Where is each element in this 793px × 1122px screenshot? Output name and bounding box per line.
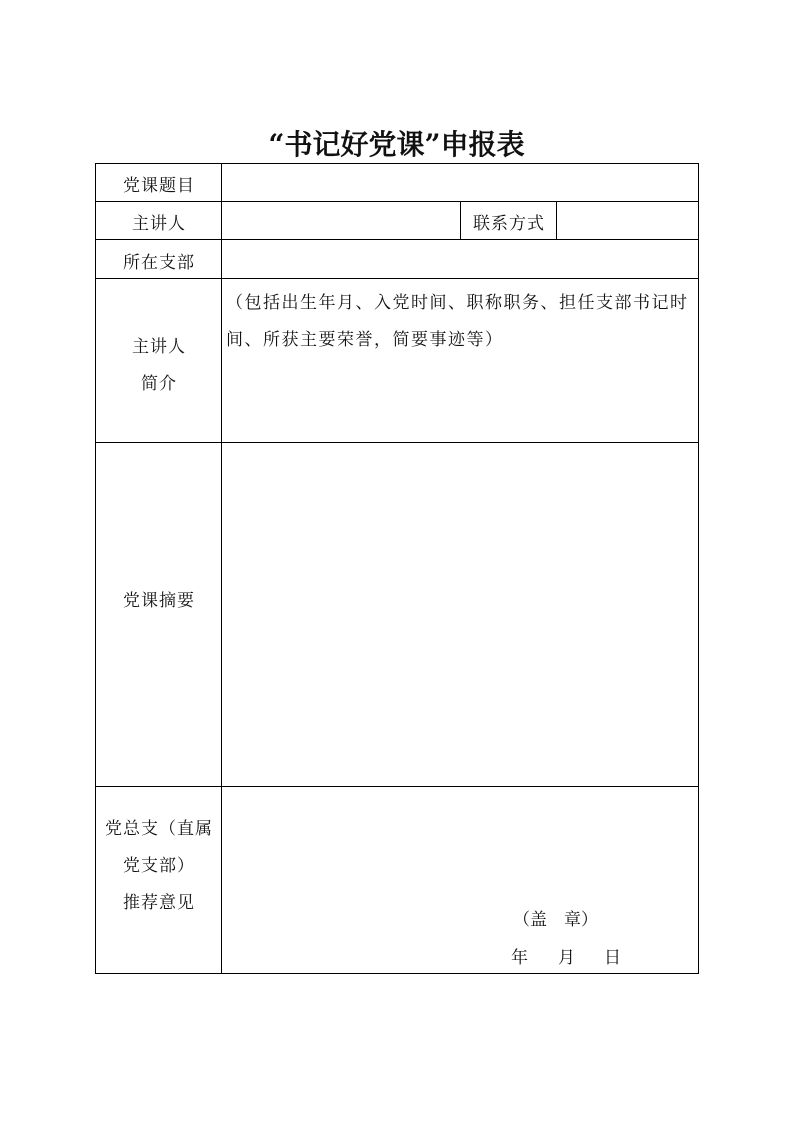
profile-note-line: 间、所获主要荣誉，简要事迹等） [226,330,504,350]
date-month-label: 月 [558,948,575,968]
branch-label: 所在支部 [123,253,195,273]
date-day-label: 日 [604,948,621,968]
profile-label-line: 主讲人 [132,337,186,357]
profile-note [226,285,689,359]
recommendation-label [95,811,222,922]
contact-label: 联系方式 [473,214,545,234]
topic-label: 党课题目 [123,176,195,196]
recommendation-value-cell [221,786,699,974]
seal-label: （盖 章） [513,910,598,930]
recommendation-label-line: 党总支（直属 [105,819,213,839]
recommendation-label-line: 推荐意见 [123,893,195,913]
form-title: “书记好党课”申报表 [268,128,525,161]
summary-value-cell [221,442,699,787]
profile-note-line: （包括出生年月、入党时间、职称职务、担任支部书记时 [226,293,689,313]
recommendation-label-line: 党支部） [123,856,195,876]
branch-value-cell [221,239,699,279]
summary-label: 党课摘要 [123,591,195,611]
topic-value-cell [221,163,699,202]
date-year-label: 年 [511,948,528,968]
profile-label [95,329,222,403]
lecturer-value-cell [221,201,461,240]
profile-label-line: 简介 [141,374,177,394]
lecturer-label: 主讲人 [132,214,186,234]
contact-value-cell [556,201,699,240]
